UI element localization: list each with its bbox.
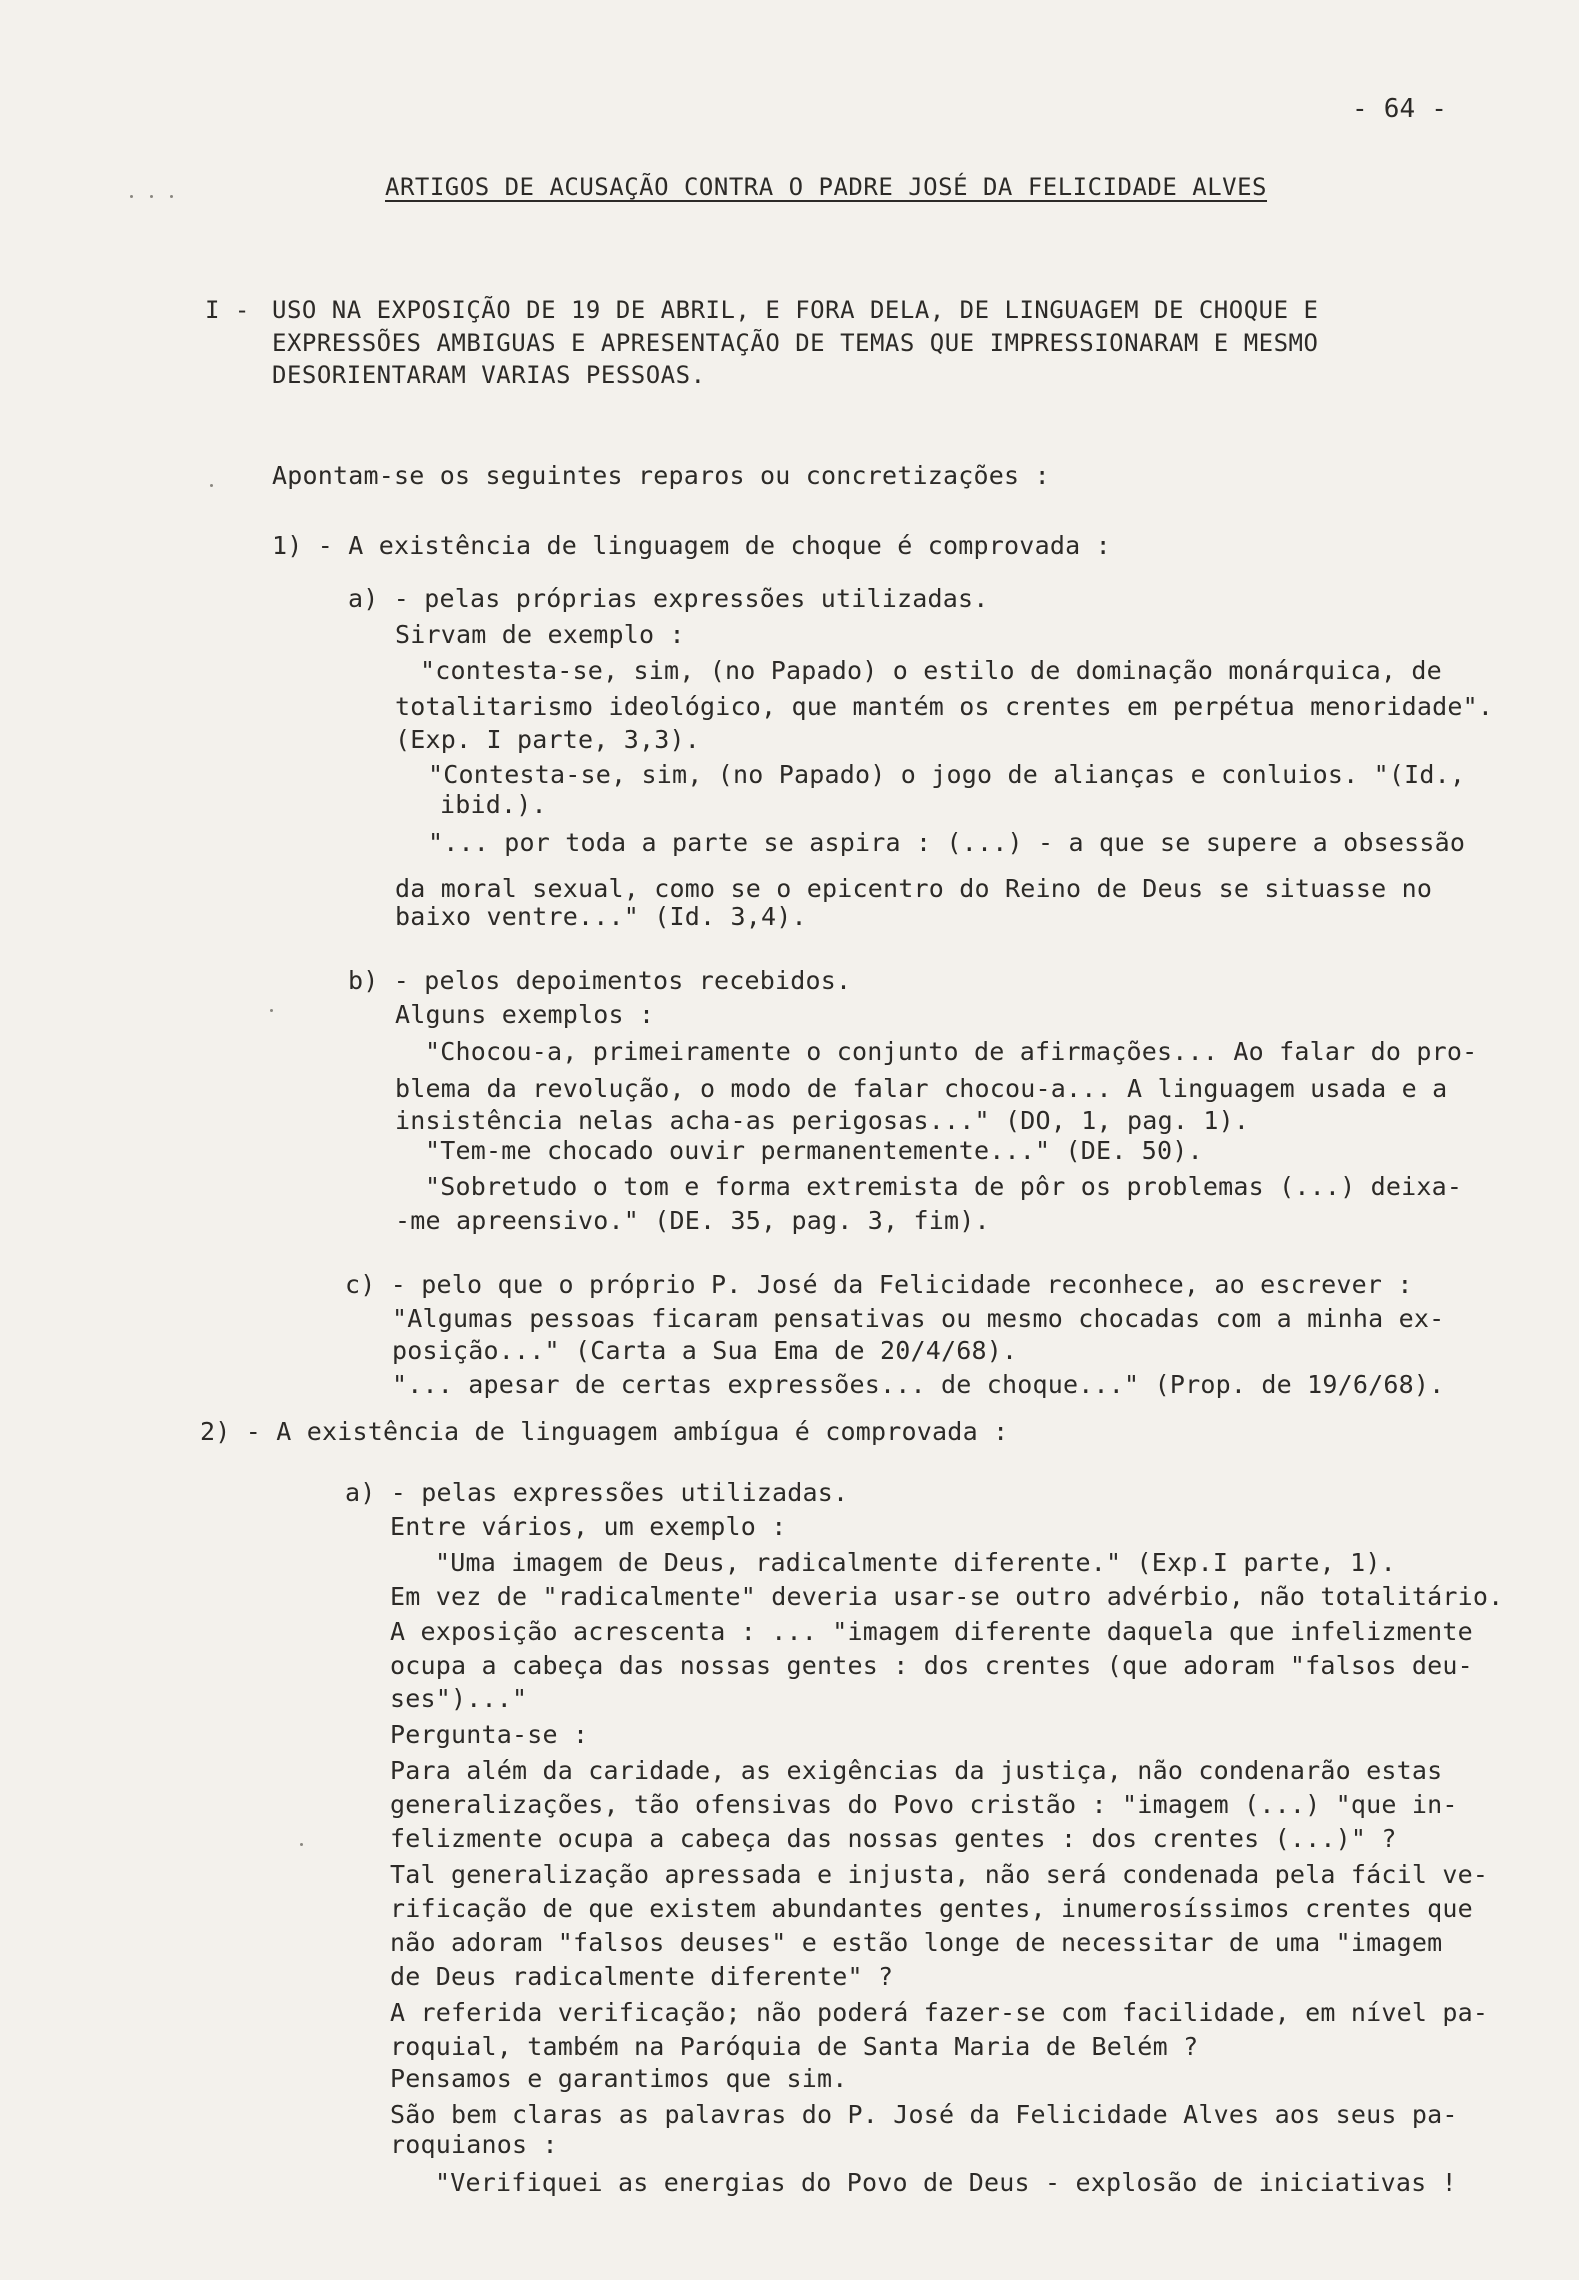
text-line: Pensamos e garantimos que sim. [390,2064,848,2093]
scan-speck [130,195,133,198]
section-marker: I - [205,296,250,324]
quote-line: da moral sexual, como se o epicentro do Reino de Deus se situasse no [395,874,1433,903]
subitem-heading: a) - pelas expressões utilizadas. [345,1478,849,1507]
quote-line: "Contesta-se, sim, (no Papado) o jogo de alianças e conluios. "(Id., [428,760,1466,789]
item-heading: 2) - A existência de linguagem ambígua é comprovada : [200,1417,1009,1446]
scan-speck [150,195,153,198]
text-line: São bem claras as palavras do P. José da Felicidade Alves aos seus pa- [390,2100,1458,2129]
page-number: - 64 - [1352,94,1448,124]
quote-line: "... por toda a parte se aspira : (...) - a que se supere a obsessão [428,828,1466,857]
text-line: ses")..." [390,1684,528,1713]
quote-line: "Tem-me chocado ouvir permanentemente..." (DE. 50). [425,1136,1203,1165]
quote-line: totalitarismo ideológico, que mantém os crentes em perpétua menoridade". [395,692,1494,721]
quote-line: "contesta-se, sim, (no Papado) o estilo de dominação monárquica, de [420,656,1442,685]
quote-line: "Algumas pessoas ficaram pensativas ou mesmo chocadas com a minha ex- [392,1304,1445,1333]
quote-line: -me apreensivo." (DE. 35, pag. 3, fim). [395,1206,990,1235]
scan-speck [170,195,173,198]
text-line: ocupa a cabeça das nossas gentes : dos crentes (que adoram "falsos deu- [390,1651,1473,1680]
text-line: felizmente ocupa a cabeça das nossas gentes : dos crentes (...)" ? [390,1824,1397,1853]
text-line: Em vez de "radicalmente" deveria usar-se outro advérbio, não totalitário. [390,1582,1504,1611]
text-line: não adoram "falsos deuses" e estão longe de necessitar de uma "imagem [390,1928,1443,1957]
quote-line: "Uma imagem de Deus, radicalmente diferente." (Exp.I parte, 1). [435,1548,1396,1577]
subitem-heading: c) - pelo que o próprio P. José da Felicidade reconhece, ao escrever : [345,1270,1413,1299]
item-heading: 1) - A existência de linguagem de choque é comprovada : [272,531,1111,560]
section-heading-line: USO NA EXPOSIÇÃO DE 19 DE ABRIL, E FORA DELA, DE LINGUAGEM DE CHOQUE E [272,296,1319,324]
scan-speck [300,1843,303,1846]
text-line: roquianos : [390,2130,558,2159]
scan-speck [210,484,213,487]
text-line: de Deus radicalmente diferente" ? [390,1962,894,1991]
subitem-heading: a) - pelas próprias expressões utilizadas. [348,584,989,613]
quote-line: "Verifiquei as energias do Povo de Deus - explosão de iniciativas ! [435,2168,1457,2197]
subitem-heading: b) - pelos depoimentos recebidos. [348,966,852,995]
scan-speck [270,1009,273,1012]
citation-line: (Exp. I parte, 3,3). [395,725,701,754]
quote-line: posição..." (Carta a Sua Ema de 20/4/68). [392,1336,1018,1365]
citation-line: ibid.). [440,790,547,819]
quote-line: "... apesar de certas expressões... de choque..." (Prop. de 19/6/68). [392,1370,1445,1399]
text-line: Para além da caridade, as exigências da justiça, não condenarão estas [390,1756,1443,1785]
text-line: roquial, também na Paróquia de Santa Maria de Belém ? [390,2032,1199,2061]
text-line: rificação de que existem abundantes gentes, inumerosíssimos crentes que [390,1894,1473,1923]
text-line: A referida verificação; não poderá fazer-se com facilidade, em nível pa- [390,1998,1489,2027]
text-line: A exposição acrescenta : ... "imagem diferente daquela que infelizmente [390,1617,1473,1646]
text-line: Alguns exemplos : [395,1000,655,1029]
section-heading-line: EXPRESSÕES AMBIGUAS E APRESENTAÇÃO DE TEMAS QUE IMPRESSIONARAM E MESMO [272,329,1319,357]
quote-line: "Chocou-a, primeiramente o conjunto de afirmações... Ao falar do pro- [425,1037,1478,1066]
text-line: generalizações, tão ofensivas do Povo cristão : "imagem (...) "que in- [390,1790,1458,1819]
quote-line: baixo ventre..." (Id. 3,4). [395,902,807,931]
text-line: Entre vários, um exemplo : [390,1512,787,1541]
section-heading-line: DESORIENTARAM VARIAS PESSOAS. [272,361,706,389]
intro-paragraph: Apontam-se os seguintes reparos ou concretizações : [272,461,1050,490]
quote-line: insistência nelas acha-as perigosas..." (DO, 1, pag. 1). [395,1106,1250,1135]
text-line: Pergunta-se : [390,1720,589,1749]
text-line: Tal generalização apressada e injusta, não será condenada pela fácil ve- [390,1860,1489,1889]
text-line: Sirvam de exemplo : [395,620,685,649]
document-title: ARTIGOS DE ACUSAÇÃO CONTRA O PADRE JOSÉ DA FELICIDADE ALVES [385,173,1268,201]
quote-line: blema da revolução, o modo de falar chocou-a... A linguagem usada e a [395,1074,1448,1103]
quote-line: "Sobretudo o tom e forma extremista de pôr os problemas (...) deixa- [425,1172,1463,1201]
